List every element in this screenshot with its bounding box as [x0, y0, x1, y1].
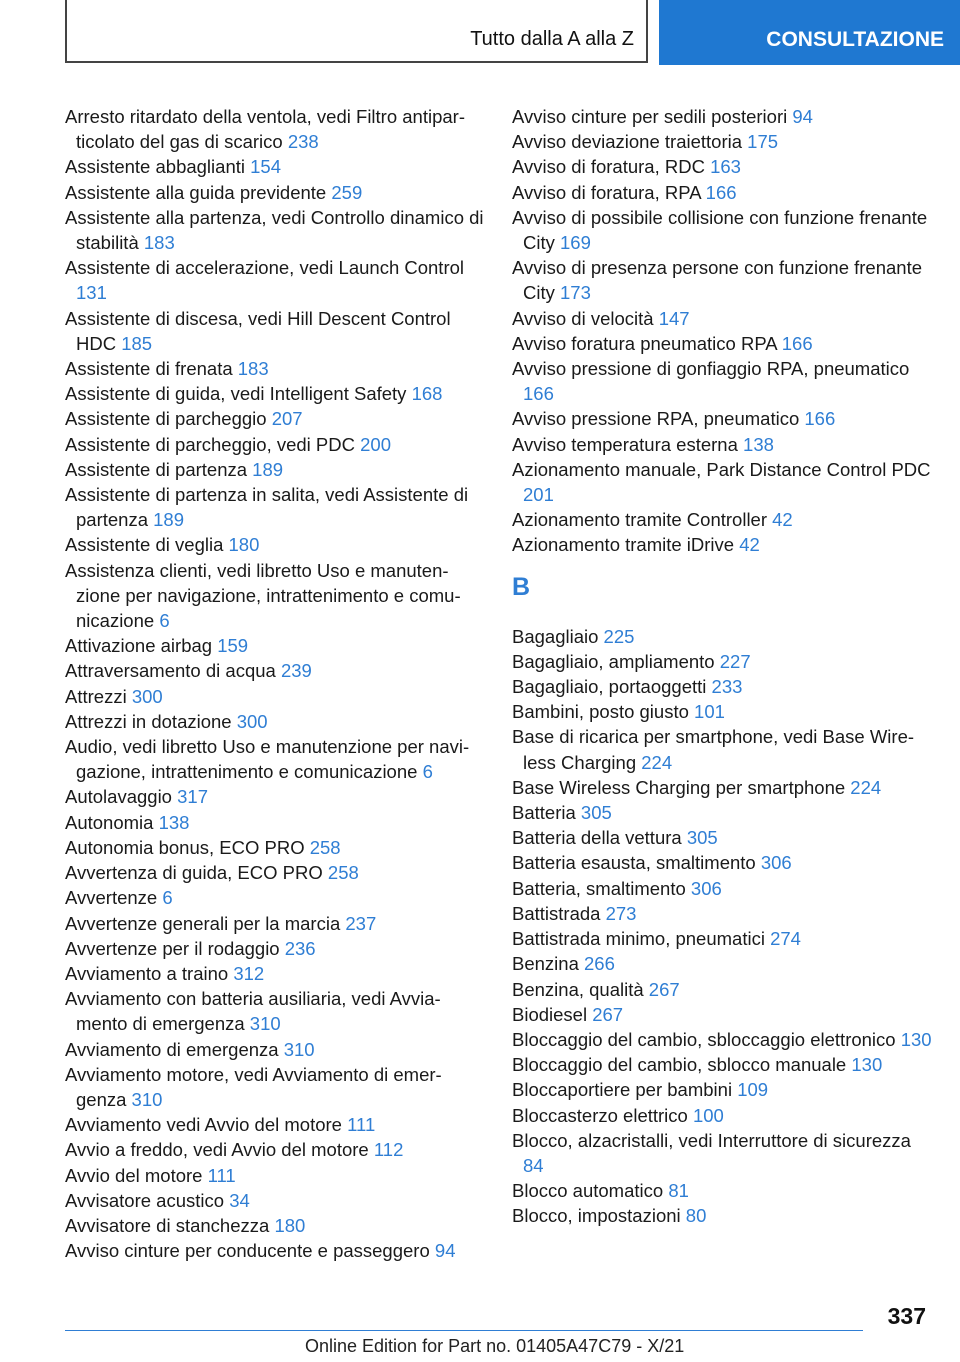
index-entry-text: Avviso cinture per conducente e passeggero	[65, 1240, 430, 1262]
index-entry	[512, 1103, 932, 1128]
index-entry-text: Attrezzi	[65, 685, 127, 707]
index-entry-text: Attivazione airbag	[65, 635, 213, 657]
page-reference-link[interactable]: 201	[523, 484, 554, 506]
index-entry-text: Blocco automatico	[512, 1180, 664, 1202]
index-entry-text: Avviso di foratura, RDC	[512, 156, 705, 178]
page-reference-link[interactable]: 305	[686, 827, 718, 849]
index-entry	[512, 356, 932, 406]
index-entry	[512, 926, 932, 951]
index-entry	[512, 876, 932, 901]
index-entry-text: Bagagliaio, ampliamento	[512, 650, 715, 672]
page-reference-link[interactable]: 300	[131, 685, 163, 707]
edition-text: Online Edition for Part no. 01405A47C79 - X/21	[305, 1336, 685, 1356]
page-reference-link[interactable]: 267	[592, 1003, 624, 1025]
page-reference-link[interactable]: 94	[792, 106, 813, 127]
index-entry-text: Autonomia bonus, ECO PRO	[65, 836, 305, 858]
index-entry-text: Avviso temperatura esterna	[512, 433, 738, 455]
index-entry	[65, 1188, 485, 1213]
index-entry	[65, 381, 485, 406]
index-entry-text: Assistente di discesa, vedi Hill Descent Control HDC	[65, 307, 451, 354]
page-reference-link[interactable]: 225	[603, 625, 635, 647]
section-header-tab	[65, 0, 648, 63]
page-reference-link[interactable]: 154	[250, 156, 281, 178]
page-reference-link[interactable]: 259	[331, 181, 363, 203]
index-entry-text: Assistente alla partenza, vedi Controllo dinamico di stabilità	[65, 206, 484, 254]
page-reference-link[interactable]: 138	[743, 433, 774, 455]
index-entry	[65, 658, 485, 683]
index-entry-text: Blocco, impostazioni	[512, 1205, 681, 1227]
index-entry-text: Azionamento manuale, Park Distance Control PDC	[512, 458, 931, 480]
index-entry	[65, 1037, 485, 1062]
index-entry	[512, 104, 932, 129]
index-entry	[65, 532, 485, 557]
page-reference-link[interactable]: 267	[648, 978, 680, 1000]
index-entry	[512, 775, 932, 800]
index-entry	[65, 784, 485, 809]
index-entry	[65, 306, 485, 356]
page-reference-link[interactable]: 166	[705, 181, 737, 203]
index-entry-text: Avviso di velocità	[512, 307, 654, 329]
page-reference-link[interactable]: 42	[772, 509, 793, 531]
index-entry	[512, 331, 932, 356]
footer-divider	[65, 1330, 863, 1331]
page-reference-link[interactable]: 131	[76, 282, 107, 304]
index-entry	[512, 1178, 932, 1203]
index-entry	[65, 1213, 485, 1238]
index-entry-text: Assistente alla guida previdente	[65, 181, 327, 203]
index-entry	[512, 825, 932, 850]
index-entry-text: Autonomia	[65, 811, 154, 833]
page-reference-link[interactable]: 42	[739, 534, 760, 556]
index-entry	[512, 1077, 932, 1102]
index-entry-text: Battistrada	[512, 902, 601, 924]
index-entry-text: Bloccaportiere per bambini	[512, 1079, 733, 1101]
index-entry-text: Assistente di veglia	[65, 534, 224, 556]
page-reference-link[interactable]: 233	[711, 676, 743, 698]
index-entry-text: Bloccaggio del cambio, sbloccaggio elettronico	[512, 1028, 896, 1050]
index-entry-text: Avviamento vedi Avvio del motore	[65, 1114, 342, 1136]
page-reference-link[interactable]: 111	[207, 1164, 236, 1186]
page-reference-link[interactable]: 130	[851, 1054, 883, 1076]
index-entry-text: Bambini, posto giusto	[512, 701, 689, 723]
page-reference-link[interactable]: 200	[360, 433, 391, 455]
index-entry-text: Avviamento a traino	[65, 962, 229, 984]
index-entry	[512, 624, 932, 649]
index-entry	[512, 977, 932, 1002]
index-entry-text: Avviso cinture per sedili posteriori	[512, 106, 788, 127]
page-reference-link[interactable]: 310	[249, 1013, 281, 1035]
page-reference-link[interactable]: 100	[692, 1104, 724, 1126]
page-reference-link[interactable]: 163	[710, 156, 741, 178]
index-entry-text: Assistente di parcheggio	[65, 408, 267, 430]
index-entry-text: Azionamento tramite iDrive	[512, 534, 735, 556]
index-entry	[65, 558, 485, 634]
index-entry-text: Batteria	[512, 802, 576, 824]
page-reference-link[interactable]: 239	[280, 660, 312, 682]
index-entry-text: Avviso foratura pneumatico RPA	[512, 332, 777, 354]
index-entry-text: Azionamento tramite Controller	[512, 509, 767, 531]
page-reference-link[interactable]: 180	[228, 534, 260, 556]
page-reference-link[interactable]: 207	[271, 408, 303, 430]
page-reference-link[interactable]: 166	[523, 383, 554, 405]
index-entry	[65, 104, 485, 154]
index-entry-text: Avvertenze per il rodaggio	[65, 937, 280, 959]
index-entry	[512, 649, 932, 674]
page-reference-link[interactable]: 273	[605, 902, 637, 924]
index-entry	[512, 180, 932, 205]
index-entry-text: Avvio a freddo, vedi Avvio del motore	[65, 1139, 369, 1161]
index-entry	[65, 633, 485, 658]
index-entry-text: Bloccaggio del cambio, sblocco manuale	[512, 1054, 847, 1076]
page-reference-link[interactable]: 224	[641, 751, 673, 773]
page-reference-link[interactable]: 236	[284, 937, 316, 959]
index-entry-text: Bagagliaio	[512, 625, 599, 647]
page-reference-link[interactable]: 274	[770, 928, 801, 950]
index-entry	[65, 205, 485, 255]
index-entry	[512, 724, 932, 774]
index-entry	[65, 709, 485, 734]
index-entry	[65, 1062, 485, 1112]
index-entry	[65, 1163, 485, 1188]
index-entry	[512, 674, 932, 699]
index-entry-text: Battistrada minimo, pneumatici	[512, 928, 765, 950]
index-entry	[65, 961, 485, 986]
chapter-label: CONSULTAZIONE	[766, 28, 944, 51]
index-entry	[512, 1027, 932, 1052]
index-entry	[65, 457, 485, 482]
index-entry	[512, 1002, 932, 1027]
index-entry-text: Avvisatore di stanchezza	[65, 1214, 270, 1236]
page-reference-link[interactable]: 300	[236, 710, 268, 732]
index-entry	[65, 936, 485, 961]
index-entry	[512, 432, 932, 457]
index-entry-text: Avviamento di emergenza	[65, 1038, 279, 1060]
index-column-left	[65, 104, 485, 1263]
page-reference-link[interactable]: 138	[158, 811, 190, 833]
index-entry	[65, 1238, 485, 1263]
index-entry-text: Assistente di frenata	[65, 358, 233, 380]
index-entry	[65, 860, 485, 885]
index-entry	[512, 800, 932, 825]
index-entry-text: Avviso di possibile collisione con funzione frenante City	[512, 206, 928, 254]
index-entry-text: Blocco, alzacristalli, vedi Interruttore di sicurezza	[512, 1129, 911, 1151]
index-entry-text: Avviso di presenza persone con funzione frenante City	[512, 257, 923, 304]
index-entry-text: Benzina, qualità	[512, 978, 644, 1000]
index-entry-text: Autolavaggio	[65, 786, 172, 808]
page-reference-link[interactable]: 227	[719, 650, 751, 672]
index-entry-text: Arresto ritardato della ventola, vedi Filtro antiparticolato del gas di scarico	[65, 106, 466, 153]
index-entry-text: Avviamento con batteria ausiliaria, vedi Avviamento di emergenza	[65, 988, 441, 1035]
page-reference-link[interactable]: 173	[560, 282, 591, 304]
index-entry	[65, 986, 485, 1036]
page-reference-link[interactable]: 224	[850, 776, 882, 798]
page-reference-link[interactable]: 80	[685, 1205, 707, 1227]
page-reference-link[interactable]: 94	[434, 1240, 456, 1262]
index-entry-text: Avviso deviazione traiettoria	[512, 131, 743, 153]
index-entry-text: Avviso di foratura, RPA	[512, 181, 701, 203]
index-entry-text: Avviso pressione di gonfiaggio RPA, pneumatico	[512, 358, 910, 380]
page-reference-link[interactable]: 168	[411, 383, 443, 405]
index-entry	[65, 1137, 485, 1162]
index-entry-text: Avvertenze generali per la marcia	[65, 912, 341, 934]
page-reference-link[interactable]: 6	[422, 761, 433, 783]
page-reference-link[interactable]: 130	[900, 1028, 932, 1050]
index-entry	[512, 255, 932, 305]
index-entry-text: Base Wireless Charging per smartphone	[512, 776, 846, 798]
page-reference-link[interactable]: 166	[804, 408, 836, 430]
page-reference-link[interactable]: 306	[760, 852, 792, 874]
index-entry	[512, 507, 932, 532]
index-entry-text: Avvio del motore	[65, 1164, 203, 1186]
index-entry	[65, 885, 485, 910]
index-entry	[65, 684, 485, 709]
page-number: 337	[887, 1303, 926, 1329]
index-entry	[65, 154, 485, 179]
index-entry-text: Assistente di partenza in salita, vedi Assistente di partenza	[65, 484, 469, 531]
index-entry	[65, 432, 485, 457]
page-reference-link[interactable]: 112	[373, 1139, 404, 1161]
index-entry-text: Assistenza clienti, vedi libretto Uso e manutenzione per navigazione, intrattenimento e comunicazione	[65, 559, 461, 632]
page-reference-link[interactable]: 111	[347, 1114, 376, 1136]
index-entry	[65, 482, 485, 532]
index-entry-text: Assistente abbaglianti	[65, 156, 245, 178]
index-entry	[512, 457, 932, 507]
index-entry	[65, 911, 485, 936]
section-title: Tutto dalla A alla Z	[470, 28, 634, 50]
page-reference-link[interactable]: 185	[121, 332, 153, 354]
index-entry	[65, 835, 485, 860]
page-reference-link[interactable]: 266	[584, 953, 615, 975]
index-entry-text: Audio, vedi libretto Uso e manutenzione per navigazione, intrattenimento e comunicazione	[65, 736, 470, 783]
index-entry	[65, 734, 485, 784]
index-entry	[512, 850, 932, 875]
index-entry	[65, 356, 485, 381]
index-entry-text: Assistente di partenza	[65, 458, 248, 480]
index-entry-text: Batteria della vettura	[512, 827, 682, 849]
page-reference-link[interactable]: 6	[159, 610, 170, 632]
index-entry-text: Assistente di guida, vedi Intelligent Safety	[65, 383, 407, 405]
page-reference-link[interactable]: 189	[252, 458, 284, 480]
index-entry	[512, 306, 932, 331]
page-reference-link[interactable]: 84	[523, 1154, 544, 1176]
page-reference-link[interactable]: 34	[229, 1189, 250, 1211]
page-reference-link[interactable]: 258	[309, 836, 341, 858]
index-entry	[512, 1203, 932, 1228]
page-reference-link[interactable]: 189	[153, 509, 185, 531]
index-entry-text: Avvertenze	[65, 887, 158, 909]
page-reference-link[interactable]: 169	[560, 232, 591, 254]
index-entry	[65, 406, 485, 431]
index-entry	[512, 1052, 932, 1077]
page-reference-link[interactable]: 258	[327, 862, 359, 884]
page-reference-link[interactable]: 6	[162, 887, 173, 909]
page-reference-link[interactable]: 101	[694, 701, 725, 723]
page-reference-link[interactable]: 310	[131, 1088, 163, 1110]
index-entry	[512, 532, 932, 557]
page-reference-link[interactable]: 312	[233, 962, 265, 984]
chapter-header	[659, 0, 960, 65]
index-entry	[65, 810, 485, 835]
index-entry	[65, 1112, 485, 1137]
index-entry-text: Avviamento motore, vedi Avviamento di emergenza	[65, 1063, 442, 1110]
index-entry-text: Bagagliaio, portaoggetti	[512, 676, 707, 698]
page-reference-link[interactable]: 305	[580, 802, 612, 824]
page-reference-link[interactable]: 166	[781, 332, 813, 354]
index-entry	[512, 205, 932, 255]
index-entry	[512, 1128, 932, 1178]
page-reference-link[interactable]: 183	[143, 232, 175, 254]
index-entry-text: Batteria, smaltimento	[512, 877, 686, 899]
page-reference-link[interactable]: 310	[283, 1038, 315, 1060]
page-reference-link[interactable]: 81	[668, 1180, 689, 1202]
page-reference-link[interactable]: 317	[177, 786, 208, 808]
index-entry-text: Batteria esausta, smaltimento	[512, 852, 756, 874]
index-entry-text: Assistente di accelerazione, vedi Launch Control	[65, 257, 465, 279]
index-entry	[65, 180, 485, 205]
page-reference-link[interactable]: 175	[747, 131, 779, 153]
index-entry	[512, 406, 932, 431]
index-entry-text: Avviso pressione RPA, pneumatico	[512, 408, 800, 430]
index-entry	[512, 951, 932, 976]
page-reference-link[interactable]: 306	[690, 877, 722, 899]
index-entry-text: Avvertenza di guida, ECO PRO	[65, 862, 323, 884]
index-entry-text: Benzina	[512, 953, 579, 975]
index-entry	[65, 255, 485, 305]
page-reference-link[interactable]: 180	[274, 1214, 306, 1236]
index-entry-text: Biodiesel	[512, 1003, 588, 1025]
index-entry	[512, 901, 932, 926]
index-entry-text: Assistente di parcheggio, vedi PDC	[65, 433, 355, 455]
index-entry	[512, 699, 932, 724]
index-entry	[512, 129, 932, 154]
page-reference-link[interactable]: 159	[217, 635, 249, 657]
page-reference-link[interactable]: 237	[345, 912, 377, 934]
page-reference-link[interactable]: 238	[287, 131, 319, 153]
page-reference-link[interactable]: 183	[237, 358, 269, 380]
index-entry-text: Bloccasterzo elettrico	[512, 1104, 688, 1126]
page-reference-link[interactable]: 147	[658, 307, 690, 329]
index-entry-text: Attrezzi in dotazione	[65, 710, 232, 732]
page-reference-link[interactable]: 109	[737, 1079, 769, 1101]
index-entry-text: Avvisatore acustico	[65, 1189, 225, 1211]
section-letter: B	[512, 572, 531, 601]
index-entry	[512, 154, 932, 179]
index-column-right	[512, 104, 932, 1229]
index-entry-text: Attraversamento di acqua	[65, 660, 276, 682]
index-entry-text: Base di ricarica per smartphone, vedi Base Wireless Charging	[512, 726, 915, 773]
